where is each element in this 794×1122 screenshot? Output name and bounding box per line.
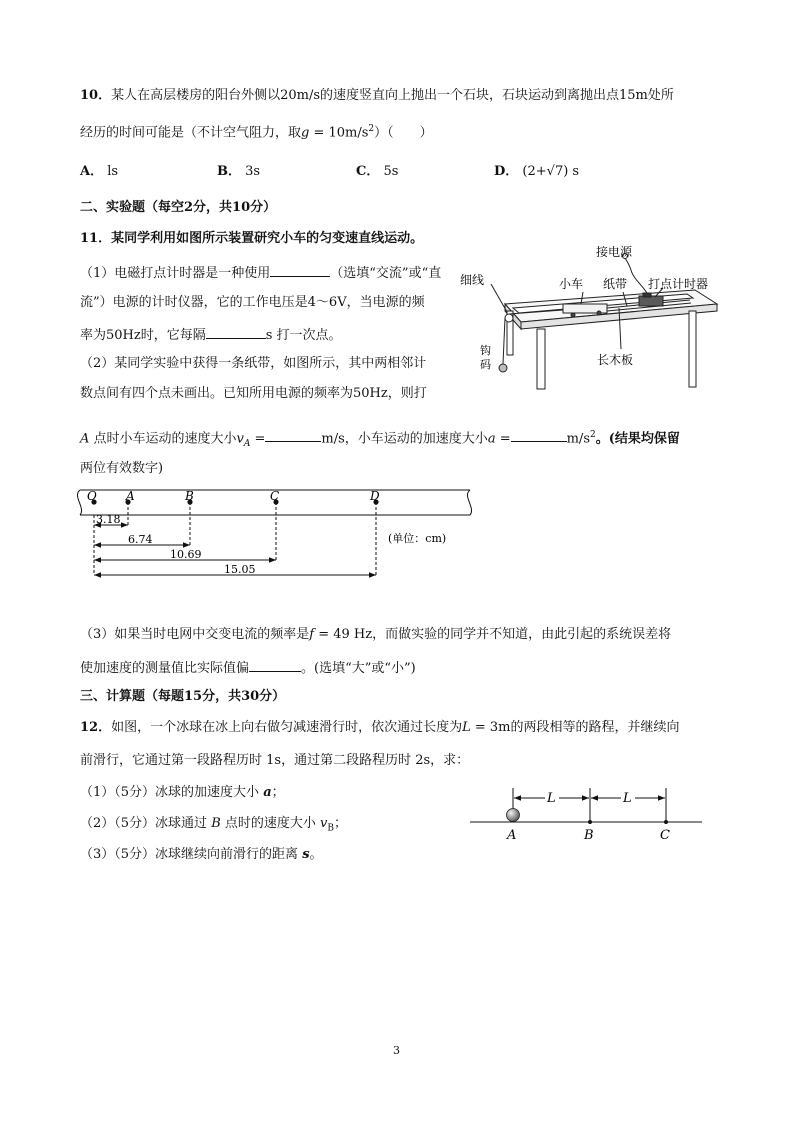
q12-line1 <box>80 718 680 738</box>
q10-line1 <box>80 86 674 106</box>
label-cart: 小车 <box>559 277 584 291</box>
q11-intro <box>80 229 423 249</box>
tape-distance-ob: 6.74 <box>128 533 153 546</box>
label-hook-2: 码 <box>480 358 491 371</box>
tape-distance-oa: 3.18 <box>96 513 121 526</box>
q10-option-d-label: D． <box>494 164 519 179</box>
q11-p1-text-d: 率为50Hz时，它每隔 <box>80 328 206 343</box>
q12-sub2-text-b: 点时的速度大小 <box>220 816 321 831</box>
q11-p2-note: 。(结果均保留 <box>595 431 680 447</box>
q11-p1-text-e: s 打一次点。 <box>265 328 342 343</box>
label-tape: 纸带 <box>603 277 628 291</box>
puck-fig-point-c: C <box>660 828 670 843</box>
section-2-heading: 二、实验题（每空2分，共10分） <box>80 200 277 215</box>
q11-p3-text-c: 使加速度的测量值比实际值偏 <box>80 661 250 676</box>
q11-p1-text-b: （选填“交流”或“直 <box>330 266 442 281</box>
puck-fig-point-a: A <box>507 828 517 843</box>
q11-va-symbol: v <box>236 431 244 447</box>
q12-sub1-end: ； <box>271 785 285 800</box>
q12-l-symbol: L <box>462 720 471 735</box>
q10-option-a-text: ls <box>107 164 119 179</box>
q10-g-value: = 10m/s <box>309 125 369 141</box>
q10-option-b-text: 3s <box>245 164 261 179</box>
q10-option-d-text: (2+√7) s <box>522 164 580 179</box>
q10-line2 <box>80 119 433 143</box>
q12-sub2-v-subscript: B <box>327 823 334 834</box>
q11-part2-line2: 数点间有四个点未画出。已知所用电源的频率为50Hz，则打 <box>80 386 427 401</box>
tape-point-b: B <box>185 489 194 503</box>
q11-a-equals: = <box>495 431 511 447</box>
tape-point-o: O <box>87 489 97 503</box>
q10-option-b[interactable] <box>217 162 260 182</box>
section-3-heading: 三、计算题（每题15分，共30分） <box>80 689 286 704</box>
q11-part2-line4: 两位有效数字) <box>80 461 164 476</box>
q12-sub3-text: （3）（5分）冰球继续向前滑行的距离 <box>80 847 303 862</box>
q10-option-a[interactable] <box>80 162 118 182</box>
q11-accel-unit-exponent: 2 <box>590 430 596 440</box>
q11-part1-line2: 流”）电源的计时仪器，它的工作电压是4～6V，当电源的频 <box>80 295 425 310</box>
q11-p3-text-b: = 49 Hz，而做实验的同学并不知道，由此引起的系统误差将 <box>314 627 672 642</box>
q11-part3-line2 <box>80 657 416 679</box>
q12-sub1 <box>80 783 285 803</box>
q11-point-a-symbol: A <box>80 431 90 447</box>
q11-tape-figure <box>72 482 482 592</box>
q10-answer-bracket: ）（ ） <box>374 125 433 141</box>
q10-g-exponent: 2 <box>368 124 375 134</box>
q10-option-c[interactable] <box>356 162 398 182</box>
q11-va-subscript: A <box>243 438 251 449</box>
q12-sub3-symbol: s <box>302 847 310 862</box>
label-power: 接电源 <box>596 245 633 259</box>
q11-va-equals: = <box>250 431 266 447</box>
q11-blank-interval[interactable] <box>206 324 266 339</box>
q12-sub1-symbol: a <box>263 785 272 800</box>
puck-fig-l1: L <box>547 791 556 806</box>
q10-option-a-label: A． <box>80 164 104 179</box>
q11-accel-unit: m/s <box>566 431 590 447</box>
q12-sub2-v-symbol: v <box>320 816 328 831</box>
q10-text-line2: 经历的时间可能是（不计空气阻力，取 <box>80 125 302 141</box>
label-hook-1: 钩 <box>480 344 491 357</box>
tape-point-c: C <box>270 489 280 503</box>
tape-distance-oc: 10.69 <box>170 548 202 561</box>
q10-text-line1: 某人在高层楼房的阳台外侧以20m/s的速度竖直向上抛出一个石块，石块运动到离抛出点15m处所 <box>111 88 674 103</box>
q12-sub2-text: （2）（5分）冰球通过 <box>80 816 212 831</box>
q11-part2-line1: （2）某同学实验中获得一条纸带，如图所示，其中两相邻计 <box>80 356 427 371</box>
q11-intro-text: 某同学利用如图所示装置研究小车的匀变速直线运动。 <box>111 231 424 246</box>
q11-blank-acceleration[interactable] <box>511 427 567 442</box>
q11-part2-line3 <box>80 425 680 454</box>
q10-number: 10． <box>80 88 112 103</box>
q12-sub1-text: （1）（5分）冰球的加速度大小 <box>80 785 264 800</box>
q12-puck-figure <box>466 784 706 844</box>
q12-sub3-end: 。 <box>309 847 323 862</box>
q11-a-symbol: a <box>487 431 496 447</box>
tape-point-a: A <box>126 489 135 503</box>
q11-part1-line3 <box>80 324 342 346</box>
q12-line2: 前滑行，它通过第一段路程历时 1s，通过第二段路程历时 2s，求： <box>80 753 470 768</box>
q10-option-b-label: B． <box>217 164 241 179</box>
q11-p3-text-d: 。(选填“大”或“小”) <box>301 661 416 676</box>
q12-sub2 <box>80 814 347 839</box>
label-timer: 打点计时器 <box>648 277 709 291</box>
q12-text-b: = 3m的两段相等的路程，并继续向 <box>470 720 680 735</box>
q12-text-a: 如图，一个冰球在冰上向右做匀减速滑行时，依次通过长度为 <box>111 720 463 735</box>
q11-apparatus-figure <box>455 244 725 394</box>
q12-sub2-point: B <box>211 816 221 831</box>
q11-blank-bias[interactable] <box>249 657 301 672</box>
label-board: 长木板 <box>597 353 634 367</box>
q10-option-c-text: 5s <box>383 164 399 179</box>
q10-option-c-label: C． <box>356 164 380 179</box>
label-string: 细线 <box>460 273 485 287</box>
q11-number: 11． <box>80 231 112 246</box>
tape-distance-od: 15.05 <box>224 563 256 576</box>
tape-unit: (单位：cm) <box>388 532 447 545</box>
page-number: 3 <box>393 1044 400 1057</box>
tape-point-d: D <box>370 489 380 503</box>
q11-f-symbol: f <box>309 627 315 642</box>
q11-p3-text-a: （3）如果当时电网中交变电流的频率是 <box>80 627 310 642</box>
q10-option-d[interactable] <box>494 162 579 182</box>
q11-part3-line1 <box>80 625 671 645</box>
q12-number: 12． <box>80 720 112 735</box>
puck-fig-point-b: B <box>584 828 594 843</box>
q11-part1-line1 <box>80 262 441 284</box>
q11-p2-text-accel: m/s，小车运动的加速度大小 <box>321 431 488 447</box>
q11-blank-current-type[interactable] <box>270 262 330 277</box>
q10-g-symbol: g <box>301 125 310 141</box>
puck-fig-l2: L <box>623 791 632 806</box>
q11-blank-velocity[interactable] <box>265 427 321 442</box>
q12-sub2-end: ； <box>334 816 348 831</box>
q11-p1-text-a: （1）电磁打点计时器是一种使用 <box>80 266 271 281</box>
q11-p2-text-speed: 点时小车运动的速度大小 <box>89 431 237 447</box>
q12-sub3 <box>80 845 323 865</box>
